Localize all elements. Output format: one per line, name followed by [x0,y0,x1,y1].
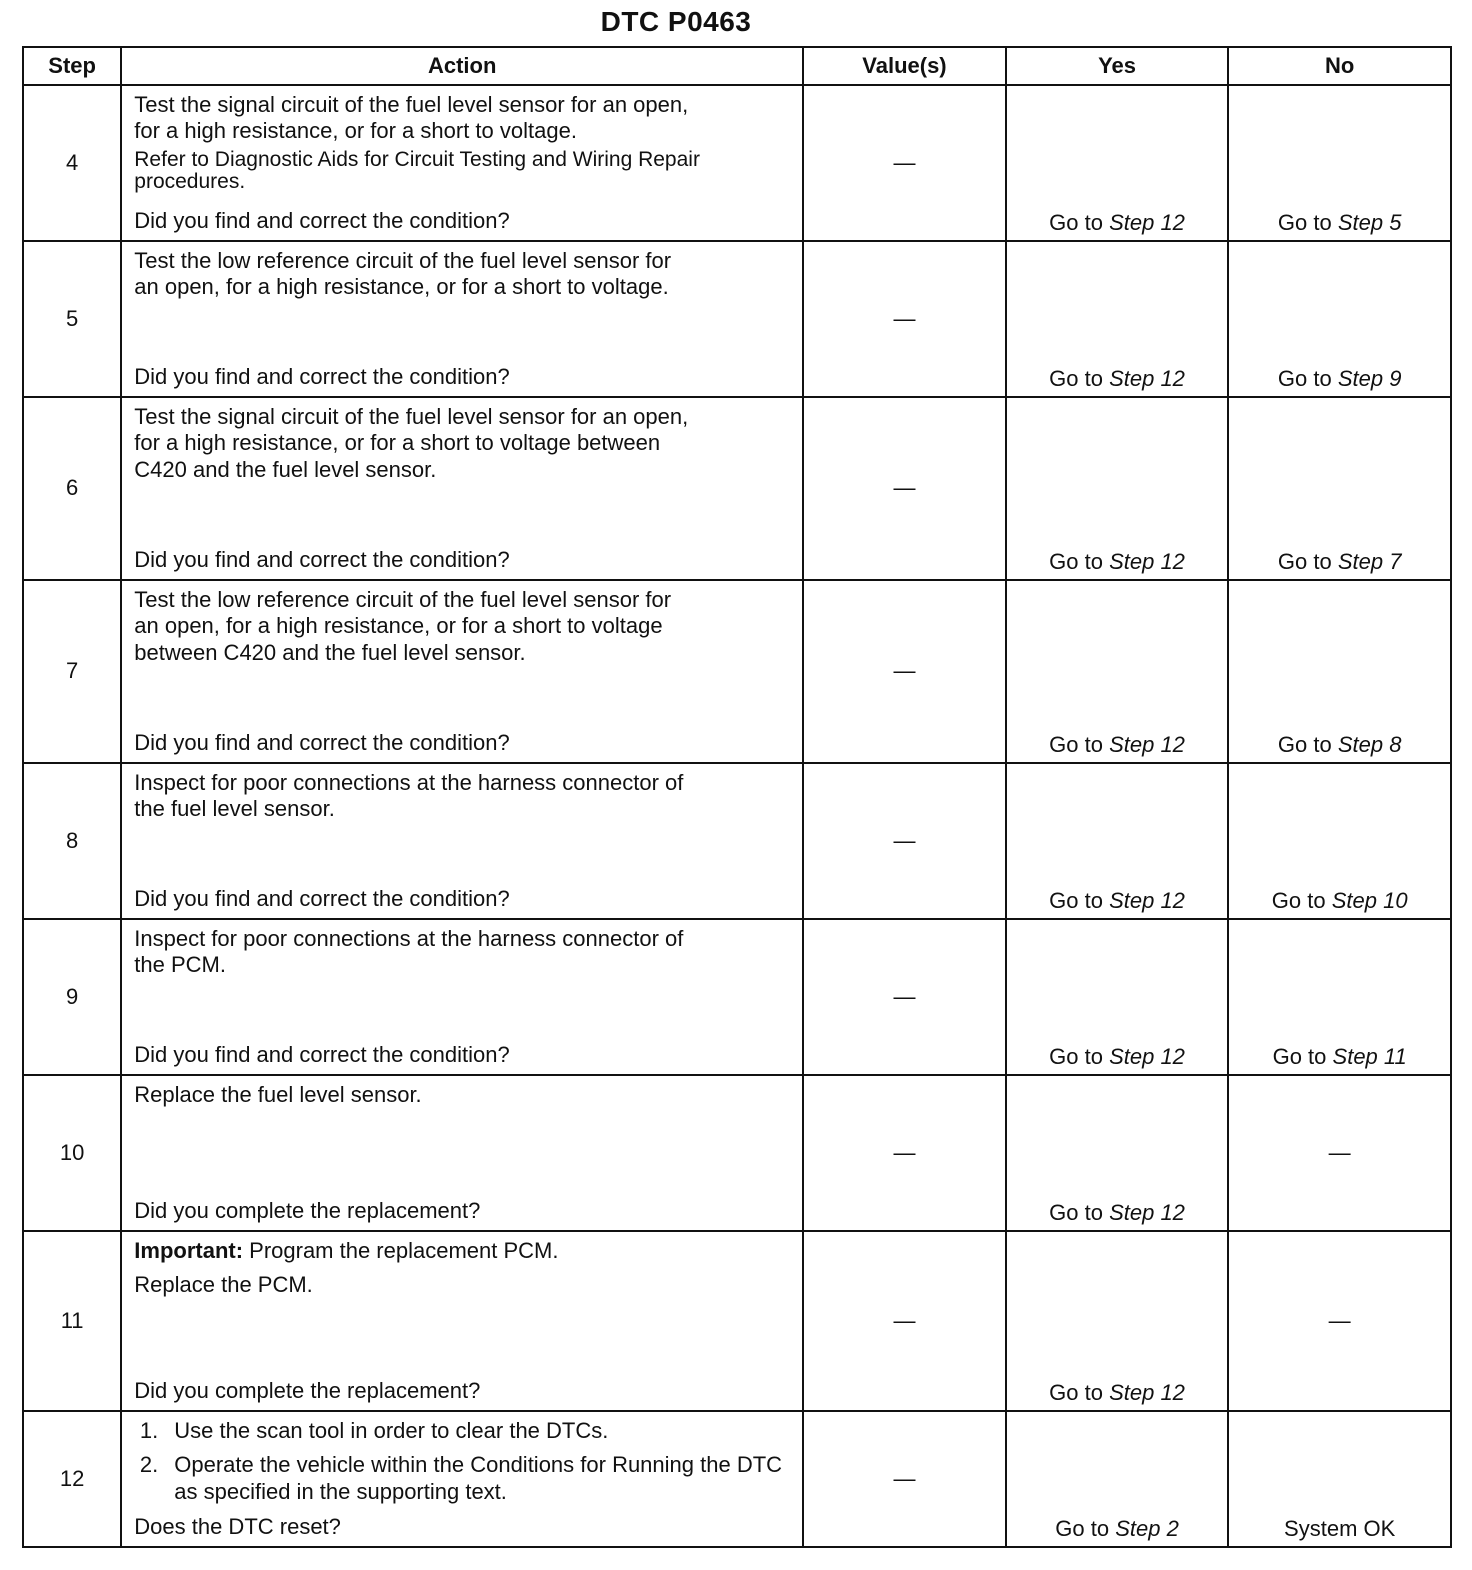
action-cell [121,763,803,919]
header-yes: Yes [1006,47,1229,85]
action-cell [121,1075,803,1231]
page-title: DTC P0463 [600,6,752,37]
yes-step-link[interactable]: Step 12 [1109,1199,1185,1225]
yes-step-link[interactable]: Step 12 [1109,365,1185,391]
action-cell [121,85,803,241]
value-cell: — [803,397,1006,580]
no-cell [1228,85,1451,241]
yes-cell [1006,919,1229,1075]
yes-step-link[interactable]: Step 12 [1109,209,1185,235]
yes-step-link[interactable]: Step 2 [1115,1515,1179,1541]
step-number: 4 [23,85,121,241]
table-row [23,1411,1451,1547]
action-text: Replace the PCM. [134,1272,313,1298]
dtc-table [22,46,1452,1548]
value-cell: — [803,1231,1006,1411]
list-item [134,1452,792,1505]
yes-step-link[interactable]: Step 12 [1109,1379,1185,1405]
important-text: Program the replacement PCM. [243,1238,559,1263]
step-number: 11 [23,1231,121,1411]
step-number: 8 [23,763,121,919]
no-step-link[interactable]: Step 9 [1337,365,1402,391]
action-text: Test the low reference circuit of the fuel level sensor for [134,248,672,273]
step-number: 5 [23,241,121,397]
step-number: 10 [23,1075,121,1231]
action-question: Did you find and correct the condition? [134,207,510,233]
value-cell: — [803,241,1006,397]
yes-step-link[interactable]: Step 12 [1109,887,1185,913]
no-cell [1228,1411,1451,1547]
no-cell: — [1228,1231,1451,1411]
numbered-list [134,1418,792,1505]
yes-cell [1006,763,1229,919]
no-step-link[interactable]: Step 5 [1337,209,1402,235]
goto-label: Go to [1055,1515,1110,1541]
goto-label: Go to [1049,731,1103,757]
action-cell [121,397,803,580]
action-text: Inspect for poor connections at the harness connector of [134,770,684,795]
action-question: Did you find and correct the condition? [134,363,510,389]
action-cell [121,919,803,1075]
list-number: 2. [139,1452,159,1478]
yes-cell [1006,241,1229,397]
value-cell: — [803,919,1006,1075]
table-row [23,1231,1451,1411]
table-row [23,241,1451,397]
value-cell: — [803,1411,1006,1547]
action-cell [121,1411,803,1547]
action-question: Did you find and correct the condition? [134,546,510,572]
list-number: 1. [139,1418,159,1443]
action-text: Replace the fuel level sensor. [134,1082,422,1107]
yes-cell [1006,397,1229,580]
list-item [134,1418,792,1444]
yes-cell [1006,580,1229,763]
list-text: Use the scan tool in order to clear the DTCs. [174,1418,609,1443]
no-result-text: System OK [1284,1515,1396,1541]
value-cell: — [803,763,1006,919]
goto-label: Go to [1277,365,1332,391]
action-text: Inspect for poor connections at the harness connector of [134,926,684,951]
value-cell: — [803,580,1006,763]
action-text: Test the signal circuit of the fuel level sensor for an open, [134,404,689,429]
no-cell [1228,241,1451,397]
goto-label: Go to [1049,365,1103,391]
action-question: Does the DTC reset? [134,1513,341,1539]
action-text: Test the signal circuit of the fuel level sensor for an open, [134,92,689,117]
yes-cell [1006,1231,1229,1411]
action-text: the fuel level sensor. [134,796,335,822]
goto-label: Go to [1049,548,1103,574]
action-text: for a high resistance, or for a short to voltage. [134,118,577,144]
step-number: 12 [23,1411,121,1547]
action-question: Did you find and correct the condition? [134,729,510,755]
action-question: Did you find and correct the condition? [134,885,510,911]
action-text: an open, for a high resistance, or for a short to voltage. [134,274,669,300]
goto-label: Go to [1049,887,1103,913]
no-step-link[interactable]: Step 8 [1337,731,1402,757]
goto-label: Go to [1049,209,1103,235]
yes-step-link[interactable]: Step 12 [1109,548,1185,574]
action-question: Did you find and correct the condition? [134,1041,510,1067]
goto-label: Go to [1049,1043,1103,1069]
action-text: C420 and the fuel level sensor. [134,456,437,482]
header-row [23,47,1451,85]
goto-label: Go to [1277,209,1332,235]
important-label: Important: [134,1238,244,1263]
table-row [23,580,1451,763]
header-step: Step [23,47,121,85]
action-text: an open, for a high resistance, or for a short to voltage [134,613,663,639]
step-number: 9 [23,919,121,1075]
action-text: between C420 and the fuel level sensor. [134,639,526,665]
no-cell: — [1228,1075,1451,1231]
goto-label: Go to [1049,1199,1103,1225]
header-action: Action [121,47,803,85]
header-no: No [1228,47,1451,85]
no-step-link[interactable]: Step 7 [1337,548,1402,574]
no-cell [1228,763,1451,919]
goto-label: Go to [1277,548,1332,574]
table-row [23,85,1451,241]
table-row [23,763,1451,919]
yes-cell [1006,1411,1229,1547]
no-step-link[interactable]: Step 10 [1331,887,1408,913]
action-cell [121,241,803,397]
yes-step-link[interactable]: Step 12 [1109,731,1185,757]
action-note: Refer to Diagnostic Aids for Circuit Testing and Wiring Repair procedures. [134,147,700,193]
action-cell [121,1231,803,1411]
goto-label: Go to [1272,1043,1327,1069]
list-text: Operate the vehicle within the Conditions for Running the DTC as specified in the supporting text. [174,1452,783,1504]
table-row [23,919,1451,1075]
action-text: for a high resistance, or for a short to voltage between [134,430,661,456]
action-text: Test the low reference circuit of the fuel level sensor for [134,587,672,612]
action-text: the PCM. [134,952,226,978]
step-number: 7 [23,580,121,763]
goto-label: Go to [1049,1379,1103,1405]
table-row [23,397,1451,580]
no-cell [1228,580,1451,763]
header-values: Value(s) [803,47,1006,85]
goto-label: Go to [1271,887,1326,913]
goto-label: Go to [1277,731,1332,757]
value-cell: — [803,85,1006,241]
no-cell [1228,919,1451,1075]
yes-cell [1006,1075,1229,1231]
yes-cell [1006,85,1229,241]
action-question: Did you complete the replacement? [134,1377,481,1403]
yes-step-link[interactable]: Step 12 [1109,1043,1185,1069]
table-row [23,1075,1451,1231]
no-cell [1228,397,1451,580]
action-cell [121,580,803,763]
no-step-link[interactable]: Step 11 [1332,1043,1407,1069]
action-question: Did you complete the replacement? [134,1197,481,1223]
step-number: 6 [23,397,121,580]
value-cell: — [803,1075,1006,1231]
